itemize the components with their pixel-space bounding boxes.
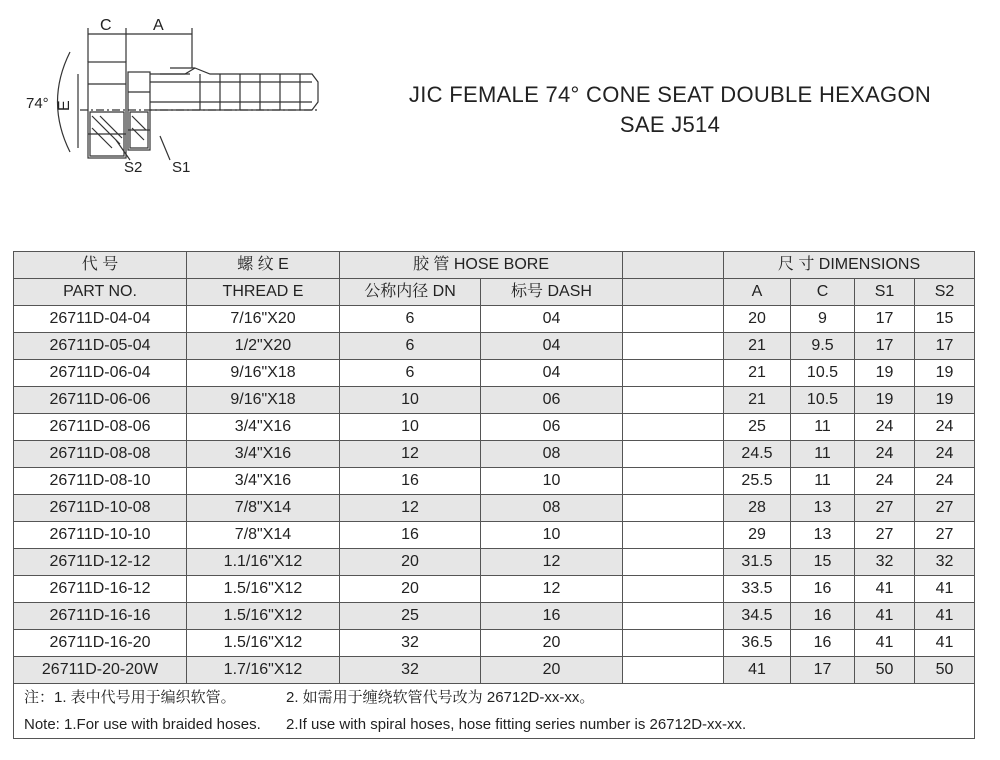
header-blank [623, 252, 724, 279]
table-row [14, 657, 975, 684]
cell-s1: 32 [855, 549, 915, 576]
cell-c: 10.5 [791, 360, 855, 387]
header-thread-cn: 螺 纹 E [187, 252, 340, 279]
cell-thread: 3/4"X16 [187, 441, 340, 468]
cell-a: 36.5 [724, 630, 791, 657]
cell-dash: 06 [481, 387, 623, 414]
cell-blank [623, 630, 724, 657]
cell-part-no: 26711D-12-12 [14, 549, 187, 576]
cell-part-no: 26711D-08-08 [14, 441, 187, 468]
cell-s1: 17 [855, 333, 915, 360]
cell-a: 24.5 [724, 441, 791, 468]
cell-s2: 41 [915, 603, 975, 630]
cell-s1: 41 [855, 576, 915, 603]
cell-dash: 06 [481, 414, 623, 441]
header-s1: S1 [855, 279, 915, 306]
cell-thread: 9/16"X18 [187, 360, 340, 387]
cell-dn: 10 [340, 414, 481, 441]
table-row [14, 549, 975, 576]
cell-part-no: 26711D-16-12 [14, 576, 187, 603]
cell-blank [623, 333, 724, 360]
cell-s2: 27 [915, 495, 975, 522]
cell-a: 20 [724, 306, 791, 333]
cell-thread: 3/4"X16 [187, 414, 340, 441]
cell-s2: 15 [915, 306, 975, 333]
cell-a: 25.5 [724, 468, 791, 495]
cell-s1: 19 [855, 360, 915, 387]
cell-c: 9.5 [791, 333, 855, 360]
table-row [14, 306, 975, 333]
cell-s2: 24 [915, 468, 975, 495]
cell-a: 21 [724, 387, 791, 414]
cell-dn: 32 [340, 630, 481, 657]
cell-thread: 3/4"X16 [187, 468, 340, 495]
cell-blank [623, 360, 724, 387]
cell-s2: 32 [915, 549, 975, 576]
cell-dash: 04 [481, 333, 623, 360]
cell-part-no: 26711D-08-10 [14, 468, 187, 495]
cell-thread: 1.5/16"X12 [187, 603, 340, 630]
header-row-1 [14, 252, 975, 279]
cell-c: 13 [791, 495, 855, 522]
table-row [14, 441, 975, 468]
cell-c: 16 [791, 603, 855, 630]
s1-label: S1 [172, 159, 191, 172]
cell-dn: 16 [340, 468, 481, 495]
cell-s1: 24 [855, 414, 915, 441]
cell-dash: 04 [481, 306, 623, 333]
note-cn-2: 2. 如需用于缠绕软管代号改为 26712D-xx-xx。 [286, 689, 595, 706]
note-en-1: Note: 1.For use with braided hoses. [24, 716, 261, 733]
cell-a: 21 [724, 333, 791, 360]
header-dimensions: 尺 寸 DIMENSIONS [724, 252, 975, 279]
header-row-2 [14, 279, 975, 306]
cell-s2: 17 [915, 333, 975, 360]
cell-thread: 1.7/16"X12 [187, 657, 340, 684]
cell-thread: 9/16"X18 [187, 387, 340, 414]
cell-dn: 20 [340, 576, 481, 603]
document-title [340, 80, 1000, 140]
cell-dash: 08 [481, 495, 623, 522]
cell-dn: 10 [340, 387, 481, 414]
table-row [14, 387, 975, 414]
title-line-1: JIC FEMALE 74° CONE SEAT DOUBLE HEXAGON [408, 82, 932, 107]
cell-dash: 12 [481, 576, 623, 603]
cell-dash: 20 [481, 630, 623, 657]
note-cn-1: 注：1. 表中代号用于编织软管。 [24, 689, 236, 706]
cell-part-no: 26711D-10-08 [14, 495, 187, 522]
fitting-drawing [20, 12, 340, 172]
note-row-en [14, 711, 975, 739]
cell-s2: 19 [915, 387, 975, 414]
cell-a: 28 [724, 495, 791, 522]
cell-s1: 27 [855, 495, 915, 522]
header-part-no: PART NO. [14, 279, 187, 306]
cell-dn: 12 [340, 495, 481, 522]
cell-s1: 17 [855, 306, 915, 333]
table-row [14, 522, 975, 549]
note-row-cn [14, 684, 975, 712]
cell-part-no: 26711D-05-04 [14, 333, 187, 360]
cell-blank [623, 576, 724, 603]
cell-blank [623, 441, 724, 468]
table-row [14, 468, 975, 495]
angle-label: 74° [26, 95, 49, 112]
table-row [14, 603, 975, 630]
header-a: A [724, 279, 791, 306]
cell-thread: 1.5/16"X12 [187, 630, 340, 657]
cell-thread: 7/8"X14 [187, 522, 340, 549]
cell-s1: 19 [855, 387, 915, 414]
hex-nut-s1 [128, 72, 150, 150]
cell-blank [623, 387, 724, 414]
table-row [14, 333, 975, 360]
cell-dash: 16 [481, 603, 623, 630]
cell-a: 34.5 [724, 603, 791, 630]
cell-c: 13 [791, 522, 855, 549]
cell-a: 33.5 [724, 576, 791, 603]
cell-blank [623, 657, 724, 684]
cell-s1: 27 [855, 522, 915, 549]
cell-c: 11 [791, 441, 855, 468]
spec-table [13, 251, 975, 739]
header-hose-bore: 胶 管 HOSE BORE [340, 252, 623, 279]
cell-dn: 12 [340, 441, 481, 468]
cell-dash: 04 [481, 360, 623, 387]
dim-c-label: C [100, 17, 112, 34]
cell-dash: 08 [481, 441, 623, 468]
title-line-2: SAE J514 [619, 112, 721, 137]
header-dash: 标号 DASH [481, 279, 623, 306]
table-row [14, 360, 975, 387]
cell-a: 41 [724, 657, 791, 684]
cell-blank [623, 306, 724, 333]
cell-dn: 25 [340, 603, 481, 630]
cell-s1: 24 [855, 441, 915, 468]
cell-s1: 41 [855, 603, 915, 630]
cell-s1: 50 [855, 657, 915, 684]
cell-s2: 41 [915, 630, 975, 657]
cell-dn: 6 [340, 360, 481, 387]
cell-part-no: 26711D-04-04 [14, 306, 187, 333]
cell-thread: 1/2"X20 [187, 333, 340, 360]
dim-a-label: A [153, 17, 164, 34]
cell-c: 11 [791, 468, 855, 495]
cell-dash: 10 [481, 522, 623, 549]
cell-c: 16 [791, 576, 855, 603]
cell-c: 16 [791, 630, 855, 657]
cell-s1: 41 [855, 630, 915, 657]
cell-s2: 50 [915, 657, 975, 684]
cell-part-no: 26711D-06-04 [14, 360, 187, 387]
cell-a: 31.5 [724, 549, 791, 576]
header-part-cn: 代 号 [14, 252, 187, 279]
cell-dn: 20 [340, 549, 481, 576]
header-thread: THREAD E [187, 279, 340, 306]
cell-blank [623, 522, 724, 549]
cell-c: 9 [791, 306, 855, 333]
cell-thread: 7/16"X20 [187, 306, 340, 333]
cell-c: 10.5 [791, 387, 855, 414]
table-row [14, 630, 975, 657]
cell-dn: 6 [340, 333, 481, 360]
cell-part-no: 26711D-20-20W [14, 657, 187, 684]
cell-dash: 10 [481, 468, 623, 495]
cell-c: 17 [791, 657, 855, 684]
cell-s2: 24 [915, 441, 975, 468]
cell-part-no: 26711D-16-20 [14, 630, 187, 657]
table-row [14, 495, 975, 522]
s2-label: S2 [124, 159, 143, 172]
table-row [14, 414, 975, 441]
header-dn: 公称内径 DN [340, 279, 481, 306]
cell-s2: 24 [915, 414, 975, 441]
cell-a: 21 [724, 360, 791, 387]
cell-c: 11 [791, 414, 855, 441]
cell-dash: 12 [481, 549, 623, 576]
cell-part-no: 26711D-08-06 [14, 414, 187, 441]
cell-blank [623, 414, 724, 441]
cell-part-no: 26711D-10-10 [14, 522, 187, 549]
cell-s2: 19 [915, 360, 975, 387]
cell-dn: 6 [340, 306, 481, 333]
cell-s2: 41 [915, 576, 975, 603]
cell-thread: 1.5/16"X12 [187, 576, 340, 603]
cell-s2: 27 [915, 522, 975, 549]
cell-thread: 7/8"X14 [187, 495, 340, 522]
cell-a: 25 [724, 414, 791, 441]
dim-e-label: E [56, 100, 73, 111]
cell-part-no: 26711D-16-16 [14, 603, 187, 630]
cell-part-no: 26711D-06-06 [14, 387, 187, 414]
cell-blank [623, 468, 724, 495]
header-c: C [791, 279, 855, 306]
table-row [14, 576, 975, 603]
cell-blank [623, 549, 724, 576]
cell-dn: 16 [340, 522, 481, 549]
cell-dn: 32 [340, 657, 481, 684]
header-blank-2 [623, 279, 724, 306]
cell-c: 15 [791, 549, 855, 576]
cell-blank [623, 495, 724, 522]
cell-a: 29 [724, 522, 791, 549]
cell-s1: 24 [855, 468, 915, 495]
note-en-2: 2.If use with spiral hoses, hose fitting series number is 26712D-xx-xx. [286, 716, 747, 733]
cell-thread: 1.1/16"X12 [187, 549, 340, 576]
cell-blank [623, 603, 724, 630]
header-s2: S2 [915, 279, 975, 306]
cell-dash: 20 [481, 657, 623, 684]
